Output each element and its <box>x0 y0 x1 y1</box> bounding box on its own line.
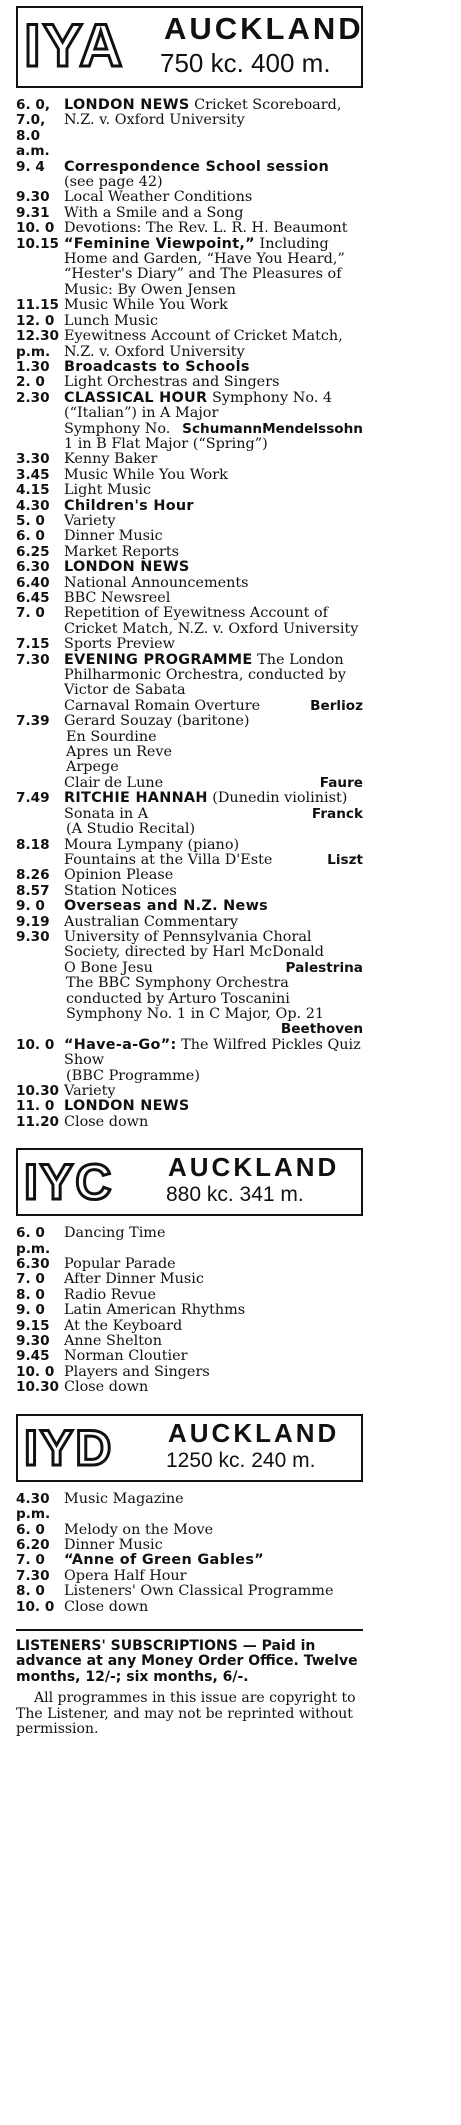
programme-text: With a Smile and a Song <box>64 204 244 221</box>
programme-text: Dancing Time <box>64 1225 166 1242</box>
programme-details <box>64 237 363 299</box>
programme-details <box>64 868 363 883</box>
programme-entry <box>16 576 363 591</box>
station-frequency: 1250 kc. 240 m. <box>166 1448 316 1472</box>
programme-entry <box>16 483 363 498</box>
copyright-notice: All programmes in this issue are copyright to The Listener, and may not be reprinted without permission. <box>16 1690 356 1738</box>
programme-title: Correspondence School session <box>64 158 330 175</box>
programme-time: 10. 0 <box>16 1598 55 1615</box>
programme-entry <box>16 1226 363 1257</box>
programme-details <box>64 1553 363 1568</box>
programme-text: Australian Commentary <box>64 913 239 930</box>
programme-time: 10. 0 <box>16 1363 55 1380</box>
programme-text: Dinner Music <box>64 528 163 545</box>
station-city: AUCKLAND <box>164 11 364 46</box>
programme-text: Popular Parade <box>64 1256 176 1273</box>
programme-entry <box>16 1334 363 1349</box>
programme-details <box>64 1099 363 1114</box>
programme-entry <box>16 391 363 453</box>
programme-time: 8. 0 <box>16 1583 45 1600</box>
footer-notice <box>16 1629 363 1738</box>
station-banner-iya <box>16 6 363 88</box>
programme-text: Norman Cloutier <box>64 1348 188 1365</box>
programme-time: 7. 0 <box>16 605 45 622</box>
programme-time: 9.31 <box>16 204 50 221</box>
programme-time: 8.18 <box>16 836 50 853</box>
programme-details <box>64 1272 363 1287</box>
programme-entry <box>16 1038 363 1084</box>
programme-text: Anne Shelton <box>64 1333 162 1350</box>
programme-text: Devotions: The Rev. L. R. H. Beaumont <box>64 220 348 237</box>
programme-details <box>64 329 363 360</box>
composer-name: Palestrina <box>285 959 363 976</box>
programme-text: Cricket Scoreboard, N.Z. v. Oxford University <box>64 97 342 129</box>
programme-entry <box>16 468 363 483</box>
programme-time: 7.39 <box>16 713 50 730</box>
programme-time: 4.15 <box>16 482 50 499</box>
programme-line <box>64 807 363 822</box>
iya-programme-list <box>16 98 363 1130</box>
programme-line: Arpege <box>66 759 119 776</box>
programme-time: 6.25 <box>16 543 50 560</box>
programme-details <box>64 1084 363 1099</box>
programme-details <box>64 514 363 529</box>
programme-subtext: Carnaval Romain Overture <box>64 697 261 714</box>
programme-entry <box>16 452 363 467</box>
programme-time: 3.30 <box>16 451 50 468</box>
programme-text: At the Keyboard <box>64 1317 183 1334</box>
programme-entry <box>16 637 363 652</box>
programme-time: 10.15 <box>16 235 59 252</box>
programme-entry <box>16 1553 363 1568</box>
programme-text: (Dunedin violinist) <box>212 790 348 807</box>
programme-text: BBC Newsreel <box>64 590 171 606</box>
station-city: AUCKLAND <box>168 1417 340 1448</box>
programme-details <box>64 160 363 191</box>
programme-time: 6.40 <box>16 574 50 591</box>
programme-time: 10.30 <box>16 1083 59 1099</box>
programme-details <box>64 653 363 715</box>
programme-time: 6. 0 <box>16 528 45 545</box>
programme-text: Gerard Souzay (baritone) <box>64 713 250 730</box>
programme-text: Latin American Rhythms <box>64 1302 246 1319</box>
programme-entry <box>16 1365 363 1380</box>
programme-details <box>64 637 363 652</box>
programme-text: Opera Half Hour <box>64 1567 187 1584</box>
programme-text: Including Home and Garden, “Have You Heard,” “Hester's Diary” and The Pleasures of Music: By Owen Jensen <box>64 235 345 298</box>
programme-text: Close down <box>64 1598 149 1615</box>
programme-time: 5. 0 <box>16 512 45 529</box>
programme-entry <box>16 915 363 930</box>
programme-time: 7.30 <box>16 651 50 668</box>
programme-text: University of Pennsylvania Choral Society, directed by Harl McDonald <box>64 928 324 961</box>
composer-name: Berlioz <box>310 697 363 714</box>
programme-line <box>64 961 363 976</box>
station-callsign: IYD <box>24 1419 114 1476</box>
programme-details <box>64 1319 363 1334</box>
programme-title: Broadcasts to Schools <box>64 358 250 375</box>
iyd-programme-list <box>16 1492 363 1615</box>
programme-subtext: Clair de Lune <box>64 774 164 791</box>
programme-time: 4.30 p.m. <box>16 1490 51 1523</box>
subscriptions-notice: LISTENERS' SUBSCRIPTIONS — Paid in advance at any Money Order Office. Twelve months, 12/-; six months, 6/-. <box>16 1637 358 1685</box>
programme-text: Players and Singers <box>64 1363 210 1380</box>
programme-time: 2.30 <box>16 389 50 406</box>
programme-entry <box>16 1492 363 1523</box>
programme-entry <box>16 606 363 637</box>
programme-details <box>64 591 363 606</box>
programme-line: Apres un Reve <box>66 744 173 761</box>
programme-time: 9.30 <box>16 189 50 206</box>
programme-entry <box>16 1115 363 1130</box>
composer-name: Franck <box>311 805 363 822</box>
programme-title: Children's Hour <box>64 497 194 514</box>
programme-time: 6.45 <box>16 590 50 606</box>
programme-time: 8.26 <box>16 867 50 884</box>
programme-details <box>64 1038 363 1084</box>
programme-text: Station Notices <box>64 882 177 899</box>
programme-subtext: O Bone Jesu <box>64 959 153 976</box>
programme-entry <box>16 190 363 205</box>
programme-entry <box>16 545 363 560</box>
programme-entry <box>16 237 363 299</box>
programme-entry <box>16 1600 363 1615</box>
programme-time: 8. 0 <box>16 1286 45 1303</box>
programme-line <box>64 776 363 791</box>
programme-subtext: Symphony No. 1 in B Flat Major (“Spring”) <box>64 420 268 452</box>
programme-text: Variety <box>64 512 116 529</box>
programme-title: “Have-a-Go”: <box>64 1036 177 1053</box>
programme-time: 9.30 <box>16 928 50 945</box>
programme-subtext: Fountains at the Villa D'Este <box>64 851 273 868</box>
programme-details <box>64 391 363 453</box>
programme-details <box>64 1226 363 1257</box>
programme-details <box>64 1349 363 1364</box>
composer-name: Faure <box>319 774 363 791</box>
iyc-programme-list <box>16 1226 363 1395</box>
programme-text: Symphony No. 4 (“Italian”) in A Major <box>64 389 333 422</box>
programme-title: CLASSICAL HOUR <box>64 389 208 406</box>
programme-details <box>64 206 363 221</box>
programme-title: “Anne of Green Gables” <box>64 1552 264 1569</box>
programme-details <box>64 298 363 313</box>
programme-entry <box>16 591 363 606</box>
programme-entry <box>16 98 363 160</box>
programme-entry <box>16 1084 363 1099</box>
programme-entry <box>16 221 363 236</box>
programme-entry <box>16 160 363 191</box>
programme-entry <box>16 529 363 544</box>
programme-text: National Announcements <box>64 574 249 591</box>
programme-text: Local Weather Conditions <box>64 189 253 206</box>
programme-time: 8.57 <box>16 882 50 899</box>
programme-title: EVENING PROGRAMME <box>64 651 253 668</box>
programme-entry <box>16 899 363 914</box>
programme-time: 9.19 <box>16 913 50 930</box>
station-frequency: 750 kc. 400 m. <box>160 48 331 78</box>
programme-entry <box>16 1288 363 1303</box>
programme-entry <box>16 1523 363 1538</box>
programme-details <box>64 1600 363 1615</box>
programme-time: 2. 0 <box>16 374 45 391</box>
programme-entry <box>16 329 363 360</box>
programme-entry <box>16 1257 363 1272</box>
programme-details <box>64 545 363 560</box>
programme-time: 6. 0 p.m. <box>16 1225 51 1257</box>
programme-details <box>64 190 363 205</box>
programme-title: LONDON NEWS <box>64 97 190 113</box>
programme-text: Close down <box>64 1379 149 1396</box>
programme-text: Kenny Baker <box>64 451 158 468</box>
programme-details <box>64 606 363 637</box>
programme-entry <box>16 791 363 837</box>
programme-entry <box>16 1272 363 1287</box>
programme-details <box>64 1569 363 1584</box>
programme-time: 9.15 <box>16 1317 50 1334</box>
programme-time: 7.15 <box>16 636 50 653</box>
programme-details <box>64 1584 363 1599</box>
programme-time: 6. 0 <box>16 1521 45 1538</box>
composer-name: Mendelssohn <box>262 420 363 437</box>
programme-details <box>64 1115 363 1130</box>
programme-line: The BBC Symphony Orchestra conducted by Arturo Toscanini <box>66 975 290 1007</box>
programme-time: 10. 0 <box>16 1036 55 1053</box>
programme-text: Repetition of Eyewitness Account of Cricket Match, N.Z. v. Oxford University <box>64 605 359 637</box>
programme-title: LONDON NEWS <box>64 1098 190 1115</box>
programme-details <box>64 1492 363 1523</box>
programme-text: Market Reports <box>64 543 180 560</box>
programme-entry <box>16 499 363 514</box>
programme-time: 7.49 <box>16 790 50 807</box>
programme-time: 12. 0 <box>16 312 55 329</box>
programme-entry <box>16 838 363 869</box>
programme-entry <box>16 930 363 1038</box>
station-callsign: IYA <box>24 12 125 79</box>
programme-details <box>64 930 363 1038</box>
programme-time: 9. 0 <box>16 898 45 915</box>
programme-entry <box>16 560 363 575</box>
programme-entry <box>16 1303 363 1318</box>
programme-text: Listeners' Own Classical Programme <box>64 1583 334 1600</box>
programme-details <box>64 915 363 930</box>
programme-line <box>64 699 363 714</box>
programme-text: Music While You Work <box>64 466 228 483</box>
programme-time: 6.30 <box>16 559 50 576</box>
programme-entry <box>16 1569 363 1584</box>
programme-text: (see page 42) <box>64 174 163 191</box>
programme-text: Radio Revue <box>64 1286 157 1303</box>
programme-details <box>64 314 363 329</box>
programme-details <box>64 468 363 483</box>
programme-time: 3.45 <box>16 466 50 483</box>
programme-line: (A Studio Recital) <box>66 821 196 838</box>
programme-entry <box>16 360 363 375</box>
programme-details <box>64 1365 363 1380</box>
programme-line <box>64 853 363 868</box>
programme-entry <box>16 714 363 791</box>
programme-time: 9.45 <box>16 1348 50 1365</box>
programme-entry <box>16 1538 363 1553</box>
programme-entry <box>16 314 363 329</box>
programme-title: “Feminine Viewpoint,” <box>64 235 255 252</box>
programme-text: After Dinner Music <box>64 1271 204 1288</box>
station-callsign: IYC <box>24 1154 114 1211</box>
programme-time: 7.30 <box>16 1567 50 1584</box>
programme-details <box>64 1257 363 1272</box>
programme-time: 7. 0 <box>16 1271 45 1288</box>
programme-entry <box>16 653 363 715</box>
programme-text: Eyewitness Account of Cricket Match, N.Z. v. Oxford University <box>64 328 343 360</box>
programme-text: The Wilfred Pickles Quiz Show <box>64 1036 361 1069</box>
station-banner-iyd <box>16 1414 363 1482</box>
programme-text: Melody on the Move <box>64 1521 214 1538</box>
programme-subtext: Sonata in A <box>64 805 149 822</box>
programme-entry <box>16 375 363 390</box>
programme-time: 11.20 <box>16 1113 59 1130</box>
programme-title: LONDON NEWS <box>64 559 190 576</box>
programme-details <box>64 560 363 575</box>
programme-details <box>64 884 363 899</box>
programme-details <box>64 714 363 791</box>
programme-time: 7. 0 <box>16 1552 45 1569</box>
programme-details <box>64 1523 363 1538</box>
programme-time: 12.30 p.m. <box>16 328 59 360</box>
composer-name: Liszt <box>327 851 363 868</box>
station-banner-iyc <box>16 1148 363 1216</box>
programme-details <box>64 899 363 914</box>
programme-details <box>64 838 363 869</box>
programme-details <box>64 483 363 498</box>
station-frequency: 880 kc. 341 m. <box>166 1183 304 1207</box>
programme-time: 1.30 <box>16 358 50 375</box>
programme-text: Sports Preview <box>64 636 176 653</box>
programme-time: 9. 4 <box>16 158 45 175</box>
programme-entry <box>16 868 363 883</box>
programme-entry <box>16 1380 363 1395</box>
programme-text: Light Music <box>64 482 152 499</box>
programme-details <box>64 1334 363 1349</box>
programme-details <box>64 375 363 390</box>
programme-details <box>64 791 363 837</box>
programme-time: 6.30 <box>16 1256 50 1273</box>
programme-entry <box>16 206 363 221</box>
programme-line <box>64 1022 363 1037</box>
programme-time: 11. 0 <box>16 1098 55 1115</box>
programme-time: 11.15 <box>16 297 59 314</box>
programme-time: 10.30 <box>16 1379 59 1396</box>
radio-listings-page <box>16 0 363 1738</box>
programme-time: 10. 0 <box>16 220 55 237</box>
programme-details <box>64 1303 363 1318</box>
composer-name: Beethoven <box>280 1022 363 1038</box>
programme-line: En Sourdine <box>66 728 157 745</box>
programme-details <box>64 452 363 467</box>
programme-entry <box>16 1319 363 1334</box>
programme-details <box>64 221 363 236</box>
programme-text: Lunch Music <box>64 312 159 329</box>
programme-entry <box>16 1349 363 1364</box>
programme-text: Music While You Work <box>64 297 228 314</box>
programme-details <box>64 499 363 514</box>
programme-details <box>64 1380 363 1395</box>
programme-entry <box>16 884 363 899</box>
programme-text: Dinner Music <box>64 1536 163 1553</box>
programme-time: 6.20 <box>16 1536 50 1553</box>
programme-title: Overseas and N.Z. News <box>64 898 269 915</box>
composer-name: Schumann <box>182 420 263 437</box>
programme-details <box>64 576 363 591</box>
programme-details <box>64 1538 363 1553</box>
programme-text: Variety <box>64 1083 116 1099</box>
programme-line: (BBC Programme) <box>66 1067 200 1084</box>
programme-time: 6. 0, 7.0, 8.0 a.m. <box>16 97 50 160</box>
programme-text: Music Magazine <box>64 1490 184 1507</box>
programme-details <box>64 1288 363 1303</box>
programme-entry <box>16 514 363 529</box>
programme-time: 9.30 <box>16 1333 50 1350</box>
programme-title: RITCHIE HANNAH <box>64 790 208 807</box>
programme-text: Light Orchestras and Singers <box>64 374 280 391</box>
programme-text: Opinion Please <box>64 867 174 884</box>
programme-text: Moura Lympany (piano) <box>64 836 240 853</box>
programme-line: Symphony No. 1 in C Major, Op. 21 <box>66 1005 325 1022</box>
programme-text: The London Philharmonic Orchestra, conducted by Victor de Sabata <box>64 651 346 699</box>
programme-time: 4.30 <box>16 497 50 514</box>
programme-details <box>64 529 363 544</box>
programme-details <box>64 98 363 160</box>
programme-entry <box>16 1099 363 1114</box>
programme-entry <box>16 298 363 313</box>
programme-entry <box>16 1584 363 1599</box>
programme-time: 9. 0 <box>16 1302 45 1319</box>
programme-text: Close down <box>64 1113 149 1130</box>
programme-details <box>64 360 363 375</box>
station-city: AUCKLAND <box>168 1152 340 1183</box>
